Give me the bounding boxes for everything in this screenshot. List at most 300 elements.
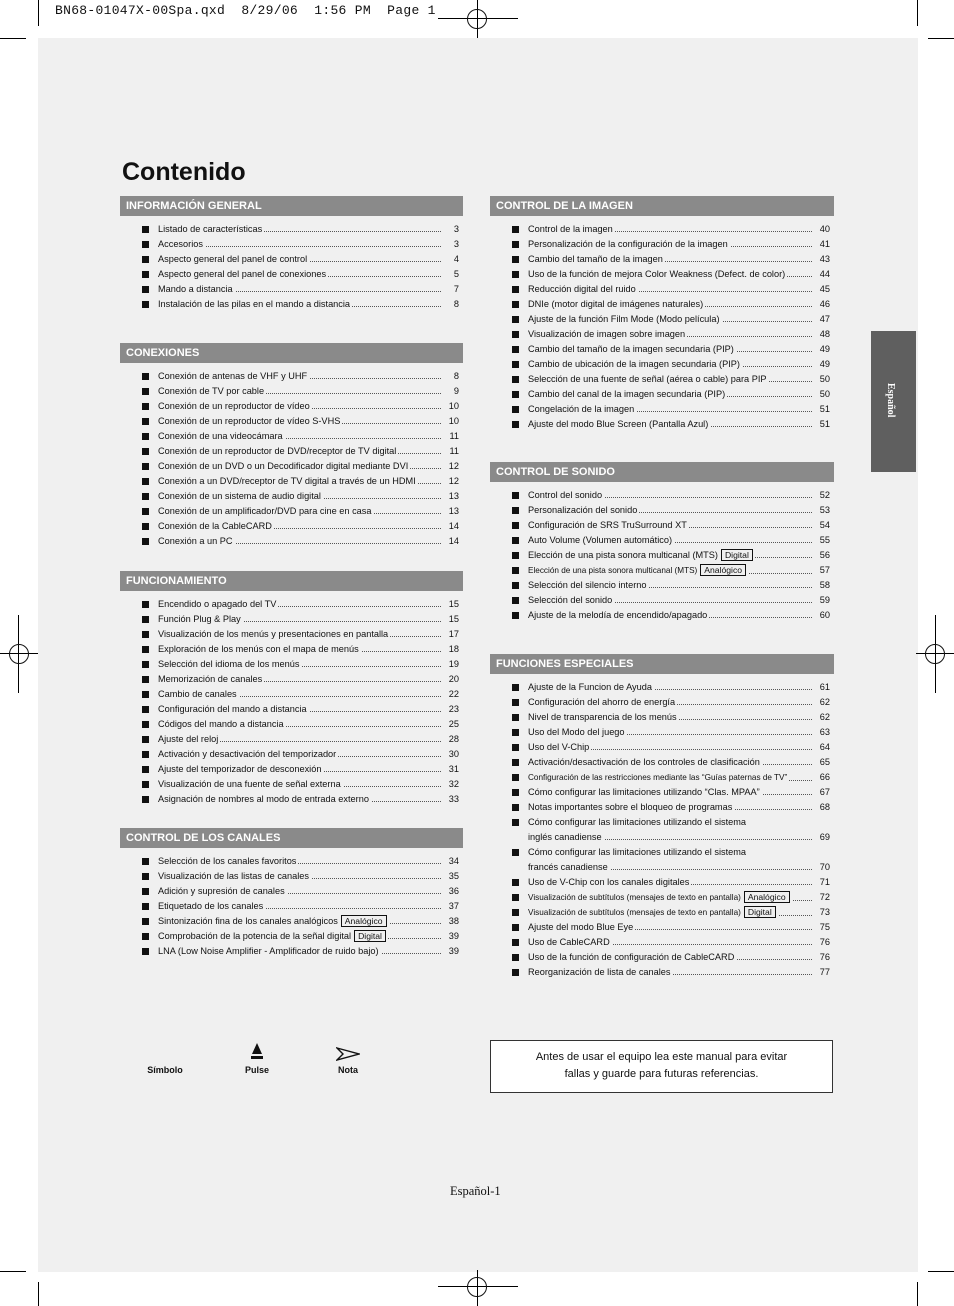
toc-page-number: 73: [819, 907, 830, 917]
toc-entry[interactable]: [120, 945, 463, 960]
bullet-square-icon: [512, 241, 519, 248]
bullet-square-icon: [142, 523, 149, 530]
toc-section: [120, 343, 463, 550]
toc-entry[interactable]: [120, 628, 463, 643]
toc-entry[interactable]: [120, 490, 463, 505]
toc-entry[interactable]: [120, 283, 463, 298]
bullet-square-icon: [142, 538, 149, 545]
toc-entry[interactable]: [490, 549, 834, 564]
toc-page-number: 76: [819, 952, 830, 962]
toc-entry-title: Cambio del tamaño de la imagen: [528, 254, 663, 264]
toc-entry[interactable]: [120, 520, 463, 535]
bullet-square-icon: [512, 552, 519, 559]
notice-line-2: fallas y guarde para futuras referencias.: [564, 1068, 759, 1080]
toc-page-number: 18: [448, 644, 459, 654]
toc-entry-title: Visualización de los menús y presentaciones en pantalla: [158, 629, 389, 639]
toc-entry-title: Conexión de un amplificador/DVD para cine en casa: [158, 506, 372, 516]
toc-entry[interactable]: [490, 388, 834, 403]
bullet-square-icon: [512, 301, 519, 308]
toc-entry[interactable]: [120, 400, 463, 415]
toc-entry-title: Conexión de la CableCARD: [158, 521, 272, 531]
bullet-square-icon: [512, 924, 519, 931]
bullet-square-icon: [512, 406, 519, 413]
toc-entry[interactable]: [120, 900, 463, 915]
toc-entry[interactable]: [120, 688, 463, 703]
bullet-square-icon: [142, 888, 149, 895]
toc-entry[interactable]: [490, 846, 834, 861]
section-heading: INFORMACIÓN GENERAL: [120, 196, 463, 216]
signal-type-badge: Digital: [354, 930, 386, 942]
toc-entry[interactable]: [120, 793, 463, 808]
toc-entry-title: Conexión de un reproductor de vídeo: [158, 401, 310, 411]
toc-entry-title: Configuración del ahorro de energía: [528, 697, 676, 707]
bullet-square-icon: [142, 226, 149, 233]
bullet-square-icon: [142, 766, 149, 773]
toc-entry-title: Personalización del sonido: [528, 505, 638, 515]
toc-entry-title: Conexión de TV por cable: [158, 386, 265, 396]
legend-note: [328, 1047, 368, 1075]
toc-entry-title: Congelación de la imagen: [528, 404, 635, 414]
toc-entry[interactable]: [120, 718, 463, 733]
bullet-square-icon: [142, 796, 149, 803]
toc-page-number: 11: [449, 446, 459, 456]
toc-entry[interactable]: [120, 778, 463, 793]
toc-entry-title: Nivel de transparencia de los menús: [528, 712, 677, 722]
toc-entry-title: Cambio de canales: [158, 689, 237, 699]
toc-entry-title: Aspecto general del panel de control: [158, 254, 308, 264]
toc-entry-title: Ajuste del modo Blue Eye: [528, 922, 634, 932]
toc-entry-title: Visualización de subtítulos (mensajes de texto en pantalla): [528, 893, 741, 902]
bullet-square-icon: [512, 759, 519, 766]
toc-entry[interactable]: [490, 831, 834, 846]
toc-entry[interactable]: [490, 936, 834, 951]
bullet-square-icon: [142, 373, 149, 380]
toc-entry[interactable]: [490, 358, 834, 373]
toc-entry[interactable]: [120, 460, 463, 475]
toc-entry-title: Conexión de un reproductor de DVD/receptor de TV digital: [158, 446, 397, 456]
toc-page-number: 37: [448, 901, 459, 911]
bullet-square-icon: [142, 691, 149, 698]
bullet-square-icon: [142, 301, 149, 308]
toc-page-number: 15: [448, 599, 459, 609]
toc-entry[interactable]: [490, 696, 834, 711]
bullet-square-icon: [512, 879, 519, 886]
bullet-square-icon: [512, 729, 519, 736]
toc-page-number: 72: [819, 892, 830, 902]
toc-entry[interactable]: [490, 253, 834, 268]
toc-entry-title: Ajuste de la función Film Mode (Modo película): [528, 314, 720, 324]
toc-entry-title: Instalación de las pilas en el mando a distancia: [158, 299, 351, 309]
toc-page-number: 34: [448, 856, 459, 866]
signal-type-badge: Analógico: [700, 564, 746, 576]
toc-entry[interactable]: [490, 816, 834, 831]
toc-entry-title: Activación/desactivación de los controles de clasificación: [528, 757, 760, 767]
toc-entry[interactable]: [120, 613, 463, 628]
toc-entry[interactable]: [490, 313, 834, 328]
toc-page-number: 19: [448, 659, 459, 669]
bullet-square-icon: [142, 903, 149, 910]
bullet-square-icon: [512, 699, 519, 706]
toc-page-number: 53: [819, 505, 830, 515]
toc-entry[interactable]: [120, 658, 463, 673]
bullet-square-icon: [512, 849, 519, 856]
toc-entry[interactable]: [490, 283, 834, 298]
bullet-square-icon: [142, 676, 149, 683]
toc-entry[interactable]: [120, 703, 463, 718]
bullet-square-icon: [512, 271, 519, 278]
toc-entry[interactable]: [120, 223, 463, 238]
bullet-square-icon: [142, 286, 149, 293]
toc-entry-title: Conexión de antenas de VHF y UHF: [158, 371, 308, 381]
toc-page-number: 13: [448, 491, 459, 501]
toc-entry-title: Accesorios: [158, 239, 203, 249]
toc-entry[interactable]: [120, 535, 463, 550]
toc-entry-title: Selección del sonido: [528, 595, 613, 605]
toc-page-number: 62: [819, 712, 830, 722]
toc-page-number: 9: [453, 386, 459, 396]
toc-entry-title: Cómo configurar las limitaciones utilizando el sistema: [528, 817, 747, 827]
toc-entry-title: Conexión a un DVD/receptor de TV digital a través de un HDMI: [158, 476, 416, 486]
bullet-square-icon: [142, 751, 149, 758]
toc-page-number: 10: [448, 401, 459, 411]
crop-mark: [917, 1282, 918, 1306]
toc-entry-title: Uso de la función de configuración de CableCARD: [528, 952, 735, 962]
toc-page-number: 47: [819, 314, 830, 324]
bullet-square-icon: [142, 601, 149, 608]
toc-entry[interactable]: [120, 855, 463, 870]
toc-entry-title: Conexión de una videocámara: [158, 431, 283, 441]
bullet-square-icon: [512, 256, 519, 263]
toc-page-number: 14: [448, 521, 459, 531]
toc-entry[interactable]: [120, 238, 463, 253]
toc-entry-title: Selección de una fuente de señal (aérea o cable) para PIP: [528, 374, 767, 384]
toc-entry[interactable]: [120, 870, 463, 885]
toc-page-number: 31: [448, 764, 459, 774]
bullet-square-icon: [142, 256, 149, 263]
page-footer: Español-1: [450, 1184, 501, 1198]
toc-entry[interactable]: [120, 505, 463, 520]
toc-entry[interactable]: [490, 268, 834, 283]
bullet-square-icon: [512, 286, 519, 293]
bullet-square-icon: [512, 331, 519, 338]
section-heading: CONTROL DE LA IMAGEN: [490, 196, 834, 216]
bullet-square-icon: [512, 316, 519, 323]
toc-entry-title: Memorización de canales: [158, 674, 263, 684]
toc-entry[interactable]: [490, 594, 834, 609]
toc-page-number: 3: [453, 224, 459, 234]
toc-entry-title: Conexión a un PC: [158, 536, 233, 546]
toc-page-number: 32: [448, 779, 459, 789]
toc-page-number: 17: [448, 629, 459, 639]
toc-entry-title: Conexión de un reproductor de vídeo S-VHS: [158, 416, 341, 426]
toc-page-number: 58: [819, 580, 830, 590]
toc-page-number: 39: [448, 931, 459, 941]
toc-page-number: 75: [819, 922, 830, 932]
bullet-square-icon: [512, 954, 519, 961]
toc-entry[interactable]: [490, 504, 834, 519]
toc-entry-title: Reducción digital del ruido: [528, 284, 636, 294]
toc-entry[interactable]: [120, 930, 463, 945]
crop-mark: [38, 1282, 39, 1306]
toc-entry[interactable]: [120, 445, 463, 460]
toc-entry[interactable]: [120, 915, 463, 930]
toc-page-number: 13: [448, 506, 459, 516]
bullet-square-icon: [512, 537, 519, 544]
toc-entry[interactable]: [120, 385, 463, 400]
toc-entry[interactable]: [490, 519, 834, 534]
toc-entry-title: Visualización de una fuente de señal externa: [158, 779, 341, 789]
toc-entry-title: Selección de los canales favoritos: [158, 856, 297, 866]
bullet-square-icon: [142, 403, 149, 410]
toc-entry[interactable]: [490, 223, 834, 238]
toc-entry[interactable]: [120, 475, 463, 490]
toc-entry[interactable]: [490, 418, 834, 433]
toc-page-number: 71: [819, 877, 830, 887]
toc-entry[interactable]: [490, 771, 834, 786]
toc-entry-title: Elección de una pista sonora multicanal (MTS): [528, 550, 718, 560]
bullet-square-icon: [142, 736, 149, 743]
toc-entry[interactable]: [120, 763, 463, 778]
toc-entry[interactable]: [490, 238, 834, 253]
toc-entry[interactable]: [120, 598, 463, 613]
toc-page-number: 63: [819, 727, 830, 737]
toc-entry-title: Ajuste del reloj: [158, 734, 219, 744]
toc-page-number: 20: [448, 674, 459, 684]
crop-mark: [0, 1271, 26, 1272]
toc-page-number: 8: [453, 299, 459, 309]
toc-entry-title: Cambio del tamaño de la imagen secundaria (PIP): [528, 344, 734, 354]
toc-entry-title: Asignación de nombres al modo de entrada externo: [158, 794, 369, 804]
toc-page-number: 45: [819, 284, 830, 294]
toc-entry-title: Listado de características: [158, 224, 263, 234]
toc-entry-list: [120, 223, 463, 313]
bullet-square-icon: [142, 948, 149, 955]
toc-page-number: 7: [453, 284, 459, 294]
section-heading: CONEXIONES: [120, 343, 463, 363]
toc-entry-title: Reorganización de lista de canales: [528, 967, 671, 977]
toc-entry-title: Uso del V-Chip: [528, 742, 590, 752]
toc-section: [490, 654, 834, 981]
toc-entry-title: Ajuste de la Funcion de Ayuda: [528, 682, 652, 692]
bullet-square-icon: [512, 744, 519, 751]
crop-mark: [928, 38, 954, 39]
bullet-square-icon: [512, 361, 519, 368]
toc-section: [120, 196, 463, 313]
bullet-square-icon: [512, 597, 519, 604]
toc-page-number: 69: [819, 832, 830, 842]
toc-entry-title: Uso de la función de mejora Color Weakness (Defect. de color): [528, 269, 786, 279]
note-icon: [336, 1047, 360, 1061]
toc-page-number: 3: [453, 239, 459, 249]
toc-page-number: 39: [448, 946, 459, 956]
toc-entry-title: LNA (Low Noise Amplifier - Amplificador de ruido bajo): [158, 946, 379, 956]
bullet-square-icon: [142, 873, 149, 880]
bullet-square-icon: [512, 346, 519, 353]
toc-entry-title: Conexión de un sistema de audio digital: [158, 491, 321, 501]
toc-entry-title: Sintonización fina de los canales analógicos: [158, 916, 338, 926]
toc-entry-title: Ajuste del temporizador de desconexión: [158, 764, 322, 774]
toc-page-number: 70: [819, 862, 830, 872]
signal-type-badge: Analógico: [744, 891, 790, 903]
toc-page-number: 10: [448, 416, 459, 426]
toc-entry[interactable]: [490, 801, 834, 816]
toc-entry[interactable]: [490, 681, 834, 696]
toc-entry[interactable]: [490, 564, 834, 579]
toc-entry-title: Selección del idioma de los menús: [158, 659, 300, 669]
toc-entry[interactable]: [120, 643, 463, 658]
toc-entry[interactable]: [490, 298, 834, 313]
bullet-square-icon: [142, 388, 149, 395]
toc-entry[interactable]: [120, 748, 463, 763]
toc-entry-title: Uso de CableCARD: [528, 937, 610, 947]
toc-entry-list: [120, 855, 463, 960]
toc-entry[interactable]: [490, 534, 834, 549]
bullet-square-icon: [142, 721, 149, 728]
toc-page-number: 23: [448, 704, 459, 714]
toc-page-number: 67: [819, 787, 830, 797]
bullet-square-icon: [142, 933, 149, 940]
bullet-square-icon: [512, 804, 519, 811]
toc-entry-list: [490, 681, 834, 981]
toc-entry-title: Selección del silencio interno: [528, 580, 647, 590]
toc-entry[interactable]: [490, 891, 834, 906]
toc-entry[interactable]: [490, 373, 834, 388]
toc-entry-title: Uso de V-Chip con los canales digitales: [528, 877, 690, 887]
crop-mark: [38, 0, 39, 26]
toc-entry[interactable]: [490, 711, 834, 726]
toc-entry-title: Control del sonido: [528, 490, 603, 500]
toc-page-number: 50: [819, 389, 830, 399]
toc-entry[interactable]: [120, 415, 463, 430]
toc-page-number: 59: [819, 595, 830, 605]
toc-entry-title: Encendido o apagado del TV: [158, 599, 277, 609]
toc-entry[interactable]: [490, 343, 834, 358]
legend-symbol: [140, 1065, 190, 1075]
bullet-square-icon: [142, 661, 149, 668]
toc-page-number: 54: [819, 520, 830, 530]
bullet-square-icon: [512, 939, 519, 946]
toc-entry[interactable]: [120, 430, 463, 445]
bullet-square-icon: [512, 492, 519, 499]
toc-page-number: 46: [819, 299, 830, 309]
toc-entry[interactable]: [490, 876, 834, 891]
bullet-square-icon: [142, 508, 149, 515]
bullet-square-icon: [142, 646, 149, 653]
bullet-square-icon: [142, 433, 149, 440]
toc-page-number: 49: [819, 344, 830, 354]
toc-entry[interactable]: [120, 885, 463, 900]
toc-entry[interactable]: [120, 733, 463, 748]
toc-entry-title: Conexión de un DVD o un Decodificador digital mediante DVI: [158, 461, 409, 471]
registration-circle: [467, 1277, 487, 1297]
bullet-square-icon: [142, 463, 149, 470]
toc-entry[interactable]: [490, 609, 834, 624]
toc-entry-title: Mando a distancia: [158, 284, 233, 294]
crop-mark: [0, 38, 26, 39]
toc-entry-list: [120, 598, 463, 808]
toc-page-number: 77: [819, 967, 830, 977]
toc-entry[interactable]: [490, 489, 834, 504]
toc-entry-title: Visualización de las listas de canales: [158, 871, 310, 881]
toc-entry[interactable]: [490, 328, 834, 343]
toc-page-number: 52: [819, 490, 830, 500]
toc-page-number: 33: [448, 794, 459, 804]
toc-entry-title: Uso del Modo del juego: [528, 727, 625, 737]
toc-entry-title: Exploración de los menús con el mapa de menús: [158, 644, 359, 654]
toc-entry[interactable]: [120, 268, 463, 283]
registration-circle: [467, 9, 487, 29]
toc-entry[interactable]: [490, 579, 834, 594]
signal-type-badge: Digital: [744, 906, 776, 918]
toc-entry[interactable]: [490, 726, 834, 741]
toc-page-number: 36: [448, 886, 459, 896]
toc-entry-title: Etiquetado de los canales: [158, 901, 264, 911]
toc-page-number: 22: [448, 689, 459, 699]
language-side-tab: [871, 331, 916, 472]
toc-entry-list: [490, 489, 834, 624]
toc-page-number: 43: [819, 254, 830, 264]
toc-page-number: 64: [819, 742, 830, 752]
toc-page-number: 41: [819, 239, 830, 249]
toc-entry[interactable]: [490, 786, 834, 801]
toc-entry[interactable]: [490, 403, 834, 418]
bullet-square-icon: [512, 969, 519, 976]
toc-entry[interactable]: [490, 951, 834, 966]
toc-page-number: 55: [819, 535, 830, 545]
toc-page-number: 38: [448, 916, 459, 926]
bullet-square-icon: [142, 781, 149, 788]
section-heading: FUNCIONES ESPECIALES: [490, 654, 834, 674]
notice-line-1: Antes de usar el equipo lea este manual para evitar: [535, 1051, 788, 1063]
toc-entry-title: Configuración de SRS TruSurround XT: [528, 520, 687, 530]
toc-page-number: 44: [819, 269, 830, 279]
toc-page-number: 50: [819, 374, 830, 384]
bullet-square-icon: [142, 448, 149, 455]
notice-box: [490, 1040, 833, 1093]
section-heading: CONTROL DE LOS CANALES: [120, 828, 463, 848]
toc-page-number: 12: [448, 461, 459, 471]
toc-page-number: 62: [819, 697, 830, 707]
toc-entry[interactable]: [490, 756, 834, 771]
toc-page-number: 68: [819, 802, 830, 812]
bullet-square-icon: [512, 612, 519, 619]
toc-entry[interactable]: [490, 741, 834, 756]
print-header: BN68-01047X-00Spa.qxd 8/29/06 1:56 PM Page 1: [55, 3, 436, 18]
toc-entry[interactable]: [490, 861, 834, 876]
toc-entry[interactable]: [120, 673, 463, 688]
toc-entry-title: Cambio del canal de la imagen secundaria (PIP): [528, 389, 726, 399]
toc-page-number: 65: [819, 757, 830, 767]
legend-press-label: Pulse: [244, 1065, 269, 1075]
toc-entry[interactable]: [120, 370, 463, 385]
crop-mark: [928, 1271, 954, 1272]
bullet-square-icon: [142, 918, 149, 925]
toc-page-number: 14: [448, 536, 459, 546]
bullet-square-icon: [142, 706, 149, 713]
toc-page-number: 4: [453, 254, 459, 264]
toc-entry[interactable]: [490, 921, 834, 936]
toc-entry[interactable]: [120, 298, 463, 313]
toc-page-number: 48: [819, 329, 830, 339]
bullet-square-icon: [512, 522, 519, 529]
toc-entry[interactable]: [490, 906, 834, 921]
toc-entry[interactable]: [120, 253, 463, 268]
toc-page-number: 57: [819, 565, 830, 575]
toc-entry[interactable]: [490, 966, 834, 981]
toc-entry-list: [490, 223, 834, 433]
bullet-square-icon: [512, 894, 519, 901]
bullet-square-icon: [512, 774, 519, 781]
